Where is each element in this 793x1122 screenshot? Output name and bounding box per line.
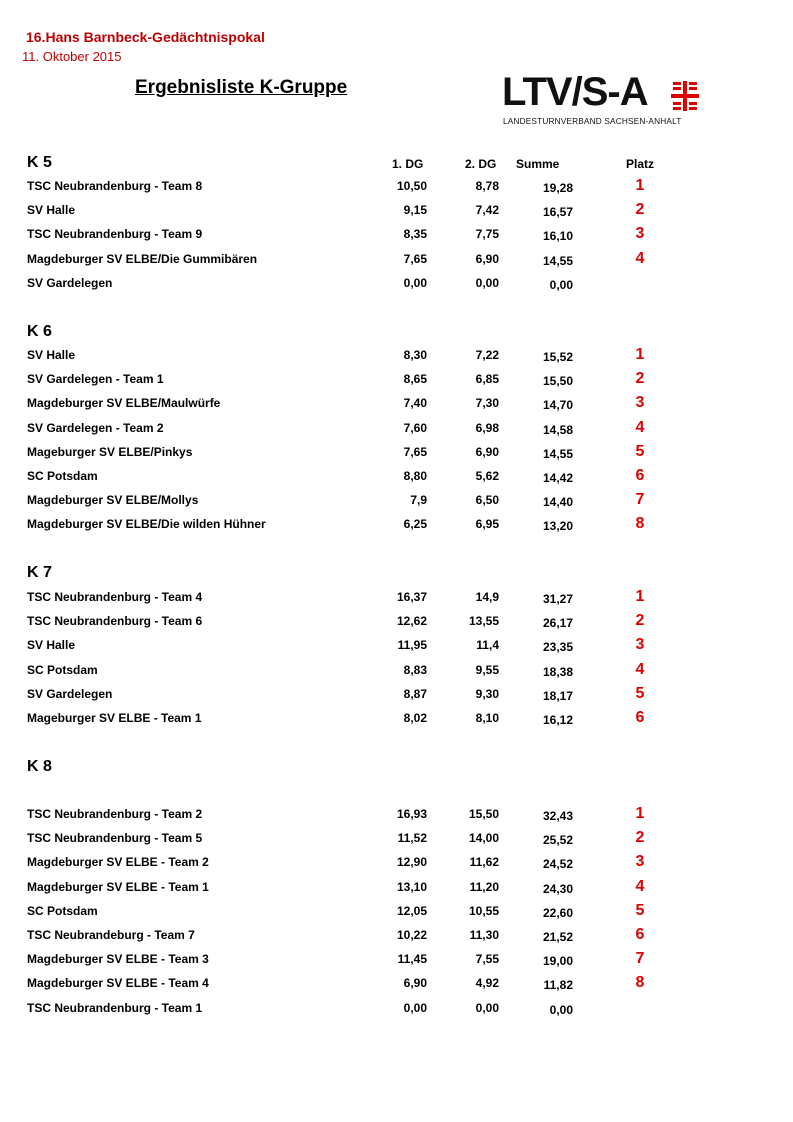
score-sum: 14,40	[542, 495, 573, 510]
score-dg1: 7,40	[403, 396, 427, 411]
score-dg2: 7,42	[475, 203, 499, 218]
result-row	[0, 249, 793, 272]
document-title: Ergebnisliste K-Gruppe	[135, 77, 348, 98]
score-dg1: 12,05	[396, 903, 427, 918]
turner-cross-icon	[671, 81, 699, 111]
score-sum: 16,10	[542, 229, 573, 244]
result-row	[0, 396, 793, 416]
score-dg2: 6,85	[475, 372, 499, 387]
team-name: TSC Neubrandenburg - Team 6	[27, 614, 203, 629]
score-sum: 19,28	[542, 181, 573, 195]
result-row	[0, 711, 793, 731]
team-name: SC Potsdam	[27, 903, 98, 918]
score-dg1: 9,15	[403, 203, 427, 218]
team-name: SC Potsdam	[27, 662, 98, 677]
score-dg2: 10,55	[468, 903, 499, 918]
score-dg2: 6,95	[475, 517, 499, 532]
score-dg1: 8,02	[403, 711, 427, 725]
score-sum: 15,50	[542, 374, 573, 389]
placement: 5	[635, 684, 645, 702]
team-name: Magdeburger SV ELBE/Maulwürfe	[27, 396, 221, 411]
score-dg1: 7,60	[403, 420, 427, 435]
score-dg2: 0,00	[475, 275, 499, 290]
score-dg1: 8,65	[403, 372, 427, 387]
score-dg1: 7,9	[410, 493, 427, 508]
placement: 2	[635, 829, 645, 847]
placement: 3	[635, 636, 645, 654]
placement: 1	[635, 346, 645, 363]
score-sum: 14,55	[542, 446, 573, 461]
score-sum: 24,52	[542, 857, 573, 872]
team-name: TSC Neubrandenburg - Team 9	[27, 227, 203, 242]
score-dg1: 8,30	[403, 348, 427, 362]
placement: 6	[635, 467, 645, 484]
placement: 3	[635, 225, 645, 243]
team-name: Magdeburger SV ELBE - Team 4	[27, 976, 209, 991]
score-dg1: 8,83	[403, 662, 427, 677]
placement: 4	[635, 249, 645, 267]
score-dg2: 9,55	[475, 662, 499, 677]
score-dg1: 8,87	[403, 686, 427, 701]
result-row	[0, 831, 793, 851]
team-name: SV Halle	[27, 638, 76, 653]
placement: 6	[635, 709, 645, 726]
result-row	[0, 493, 793, 513]
score-sum: 14,70	[542, 398, 573, 413]
result-row	[0, 952, 793, 972]
result-row	[0, 372, 793, 392]
team-name: Magdeburger SV ELBE/Die Gummibären	[27, 251, 258, 266]
placement: 1	[635, 805, 645, 822]
score-dg1: 13,10	[396, 879, 427, 894]
score-dg1: 11,45	[397, 952, 427, 967]
score-dg2: 6,90	[475, 444, 499, 459]
placement: 7	[635, 491, 645, 509]
section-title: K 7	[27, 564, 52, 581]
score-dg2: 14,9	[475, 590, 499, 604]
team-name: SV Gardelegen - Team 1	[27, 372, 164, 387]
header-dg2: 2. DG	[465, 157, 497, 171]
result-row	[0, 469, 793, 489]
score-dg2: 11,30	[469, 928, 499, 942]
result-row	[0, 227, 793, 247]
score-dg1: 12,90	[396, 855, 427, 870]
placement: 1	[635, 177, 645, 194]
team-name: SV Gardelegen - Team 2	[27, 420, 164, 435]
placement: 5	[635, 442, 645, 460]
score-dg2: 11,4	[476, 638, 499, 653]
event-date: 11. Oktober 2015	[22, 49, 122, 64]
placement: 3	[635, 853, 645, 871]
score-sum: 23,35	[542, 640, 573, 655]
score-dg2: 11,20	[469, 879, 499, 894]
score-dg1: 11,95	[397, 638, 427, 653]
score-dg1: 16,37	[396, 590, 427, 604]
score-dg1: 0,00	[403, 1000, 427, 1015]
placement: 6	[635, 926, 645, 943]
score-dg1: 8,35	[403, 227, 427, 242]
score-dg1: 12,62	[396, 614, 427, 629]
placement: 4	[635, 418, 645, 436]
score-sum: 31,27	[542, 592, 573, 606]
team-name: Magdeburger SV ELBE - Team 3	[27, 952, 209, 967]
score-dg2: 14,00	[468, 831, 499, 846]
score-dg1: 7,65	[403, 251, 427, 266]
header-dg1: 1. DG	[392, 157, 424, 171]
score-dg2: 9,30	[475, 686, 499, 701]
score-dg2: 6,90	[475, 251, 499, 266]
score-sum: 18,38	[542, 664, 573, 679]
score-dg2: 11,62	[469, 855, 499, 870]
section-title: K 5	[27, 154, 52, 171]
placement: 7	[635, 950, 645, 968]
team-name: Magdeburger SV ELBE - Team 1	[27, 879, 209, 894]
result-row	[0, 179, 793, 199]
team-name: Mageburger SV ELBE - Team 1	[27, 711, 202, 725]
score-sum: 24,30	[542, 881, 573, 896]
result-row	[0, 614, 793, 634]
score-dg2: 6,98	[475, 420, 499, 435]
team-name: SV Gardelegen	[27, 275, 113, 290]
result-row	[0, 928, 793, 948]
team-name: TSC Neubrandenburg - Team 5	[27, 831, 203, 846]
score-sum: 19,00	[542, 954, 573, 969]
score-dg1: 8,80	[403, 469, 427, 483]
event-title: 16.Hans Barnbeck-Gedächtnispokal	[26, 29, 265, 45]
score-dg2: 6,50	[475, 493, 499, 508]
logo-wordmark: LTV/S-A	[502, 70, 648, 114]
team-name: TSC Neubrandenburg - Team 2	[27, 807, 203, 821]
team-name: TSC Neubrandeburg - Team 7	[27, 928, 195, 942]
score-sum: 0,00	[549, 277, 573, 292]
team-name: Magdeburger SV ELBE/Mollys	[27, 493, 199, 508]
score-sum: 0,00	[549, 1002, 573, 1017]
score-dg1: 10,22	[396, 928, 427, 942]
result-row	[0, 877, 793, 900]
score-sum: 16,57	[542, 205, 573, 220]
section-title: K 8	[27, 758, 52, 775]
score-sum: 25,52	[542, 833, 573, 848]
team-name: Mageburger SV ELBE/Pinkys	[27, 444, 193, 459]
team-name: TSC Neubrandenburg - Team 4	[27, 590, 203, 604]
score-dg1: 7,65	[403, 444, 427, 459]
score-sum: 11,82	[543, 978, 573, 993]
result-row	[0, 855, 793, 875]
team-name: SC Potsdam	[27, 469, 98, 483]
placement: 8	[635, 515, 645, 533]
team-name: TSC Neubrandenburg - Team 1	[27, 1000, 203, 1015]
score-dg1: 16,93	[396, 807, 427, 821]
score-dg2: 7,55	[475, 952, 499, 967]
score-dg2: 13,55	[468, 614, 499, 629]
header-place: Platz	[626, 157, 655, 171]
team-name: Magdeburger SV ELBE/Die wilden Hühner	[27, 517, 266, 532]
score-dg1: 6,90	[403, 976, 427, 991]
placement: 1	[635, 588, 645, 605]
score-sum: 15,52	[542, 350, 573, 364]
result-row	[0, 418, 793, 441]
team-name: TSC Neubrandenburg - Team 8	[27, 179, 203, 193]
result-row	[0, 638, 793, 658]
score-dg1: 11,52	[397, 831, 427, 846]
logo-subtitle: LANDESTURNVERBAND SACHSEN-ANHALT	[503, 116, 682, 126]
placement: 2	[635, 201, 645, 219]
team-name: Magdeburger SV ELBE - Team 2	[27, 855, 209, 870]
placement: 3	[635, 394, 645, 412]
score-dg2: 7,75	[475, 227, 499, 242]
score-sum: 26,17	[542, 616, 573, 631]
result-row	[0, 348, 793, 368]
placement: 5	[635, 901, 645, 919]
score-dg2: 7,30	[475, 396, 499, 411]
result-row	[0, 807, 793, 827]
score-dg1: 10,50	[396, 179, 427, 193]
score-dg2: 8,10	[475, 711, 499, 725]
placement: 4	[635, 877, 645, 895]
placement: 4	[635, 660, 645, 678]
result-row	[0, 442, 793, 465]
result-row	[0, 976, 793, 996]
placement: 2	[635, 370, 645, 388]
score-dg2: 4,92	[475, 976, 499, 991]
score-sum: 16,12	[542, 713, 573, 727]
header-sum: Summe	[516, 157, 560, 171]
result-row	[0, 590, 793, 610]
score-sum: 21,52	[542, 930, 573, 944]
team-name: SV Gardelegen	[27, 686, 113, 701]
result-row	[0, 660, 793, 683]
placement: 8	[635, 974, 645, 992]
ltv-logo	[502, 70, 702, 128]
result-row	[0, 517, 793, 537]
placement: 2	[635, 612, 645, 630]
score-dg2: 7,22	[475, 348, 499, 362]
score-sum: 14,42	[542, 471, 573, 485]
team-name: SV Halle	[27, 348, 76, 362]
score-dg2: 15,50	[468, 807, 499, 821]
result-row	[0, 901, 793, 924]
score-dg1: 6,25	[403, 517, 427, 532]
score-dg2: 0,00	[475, 1000, 499, 1015]
score-dg2: 5,62	[475, 469, 499, 483]
score-dg1: 0,00	[403, 275, 427, 290]
score-sum: 32,43	[542, 809, 573, 823]
score-dg2: 8,78	[475, 179, 499, 193]
result-row	[0, 684, 793, 707]
team-name: SV Halle	[27, 203, 76, 218]
score-sum: 14,55	[542, 253, 573, 268]
result-row	[0, 1001, 793, 1021]
score-sum: 18,17	[542, 688, 573, 703]
score-sum: 14,58	[542, 422, 573, 437]
section-title: K 6	[27, 323, 52, 340]
result-row	[0, 276, 793, 296]
score-sum: 13,20	[542, 519, 573, 534]
score-sum: 22,60	[542, 905, 573, 920]
result-row	[0, 203, 793, 223]
